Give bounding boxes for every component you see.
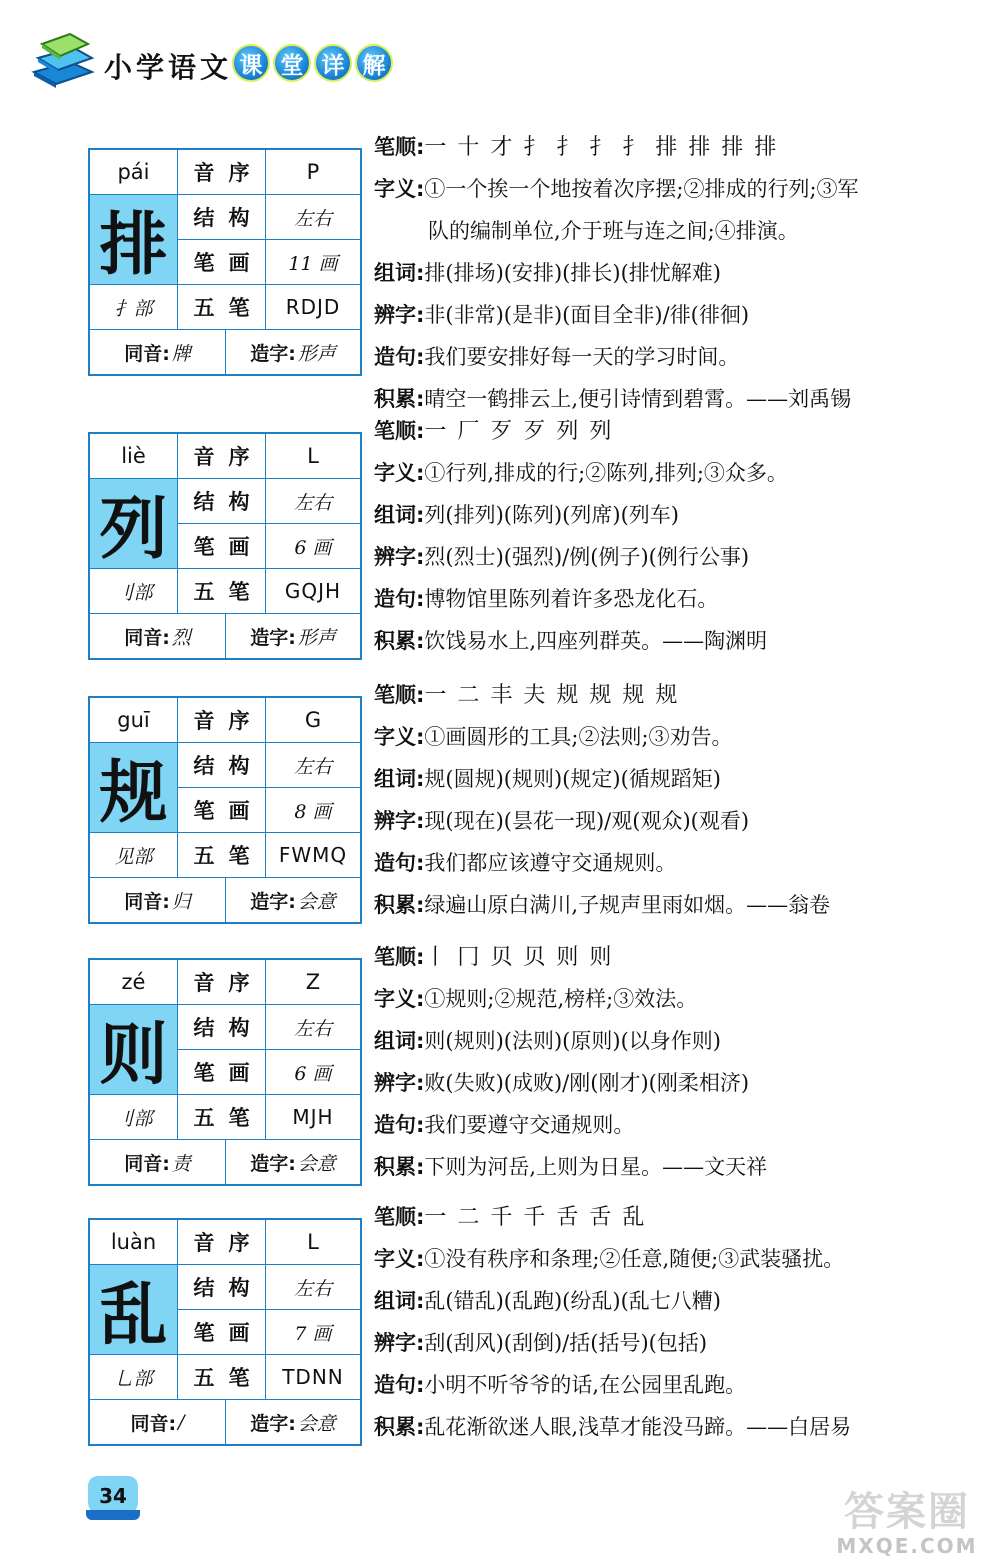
zaozi-cell <box>226 614 360 658</box>
example-sentence-label: 造句: <box>374 587 425 611</box>
meaning-label: 字义: <box>374 987 425 1011</box>
example-sentence-line <box>374 336 974 378</box>
value-tongyin: 牌 <box>171 342 191 365</box>
character-details <box>374 936 974 1188</box>
similar-characters-text: 非(非常)(是非)(面目全非)/徘(徘徊) <box>424 303 750 327</box>
value-tongyin: 烈 <box>171 626 191 649</box>
stroke-order-line <box>374 1196 974 1238</box>
value-bihua: 11 画 <box>266 240 360 285</box>
character-details <box>374 410 974 662</box>
value-bushou: 扌部 <box>90 285 178 330</box>
label-zaozi: 造字: <box>250 1412 296 1435</box>
main-character: 则 <box>90 1005 178 1095</box>
label-wubi: 五笔 <box>178 1095 266 1140</box>
value-bushou: 刂部 <box>90 1095 178 1140</box>
label-tongyin: 同音: <box>124 1152 170 1175</box>
label-yinxu: 音序 <box>178 150 266 195</box>
value-wubi: GQJH <box>266 569 360 614</box>
character-entry <box>0 1205 1000 1468</box>
label-bihua: 笔画 <box>178 524 266 569</box>
character-entry <box>0 135 1000 411</box>
pinyin: zé <box>90 960 178 1005</box>
watermark <box>822 1490 992 1560</box>
example-sentence-label: 造句: <box>374 1373 425 1397</box>
stroke-order-label: 笔顺: <box>374 683 425 707</box>
pinyin: guī <box>90 698 178 743</box>
watermark-url: MXQE.COM <box>836 1534 978 1558</box>
character-details <box>374 1196 974 1448</box>
example-sentence-text: 博物馆里陈列着许多恐龙化石。 <box>424 587 719 611</box>
value-zaozi: 会意 <box>297 1152 336 1175</box>
example-sentence-line <box>374 1104 974 1146</box>
character-entry <box>0 945 1000 1208</box>
tongyin-cell <box>90 1400 226 1444</box>
label-bihua: 笔画 <box>178 788 266 833</box>
similar-characters-line <box>374 800 974 842</box>
meaning-line <box>374 168 974 210</box>
poetry-quote-line <box>374 620 974 662</box>
value-bushou: 乚部 <box>90 1355 178 1400</box>
word-combinations-label: 组词: <box>374 1289 425 1313</box>
label-bihua: 笔画 <box>178 1050 266 1095</box>
meaning-label: 字义: <box>374 1247 425 1271</box>
stroke-order-label: 笔顺: <box>374 135 425 159</box>
value-bushou: 见部 <box>90 833 178 878</box>
value-tongyin: / <box>178 1411 185 1433</box>
value-yinxu: G <box>266 698 360 743</box>
similar-characters-text: 败(失败)(成败)/刚(刚才)(刚柔相济) <box>424 1071 750 1095</box>
word-combinations-text: 乱(错乱)(乱跑)(纷乱)(乱七八糟) <box>424 1289 721 1313</box>
meaning-text: ①规则;②规范,榜样;③效法。 <box>424 987 698 1011</box>
stroke-order-text: 一 十 才 扌 扌 扌 扌 排 排 排 排 <box>424 135 779 160</box>
zaozi-cell <box>226 1400 360 1444</box>
meaning-text: ①一个挨一个地按着次序摆;②排成的行列;③军 <box>424 177 859 201</box>
meaning-text: ①画圆形的工具;②法则;③劝告。 <box>424 725 733 749</box>
label-jiegou: 结构 <box>178 1265 266 1310</box>
label-tongyin: 同音: <box>130 1412 177 1435</box>
word-combinations-line <box>374 1020 974 1062</box>
tongyin-cell <box>90 878 226 922</box>
label-yinxu: 音序 <box>178 1220 266 1265</box>
pinyin: liè <box>90 434 178 479</box>
stroke-order-text: 一 二 千 千 舌 舌 乱 <box>424 1205 647 1230</box>
character-entry <box>0 683 1000 946</box>
label-yinxu: 音序 <box>178 698 266 743</box>
poetry-quote-label: 积累: <box>374 1155 425 1179</box>
stroke-order-text: 丨 冂 贝 贝 则 则 <box>424 945 614 970</box>
value-yinxu: L <box>266 1220 360 1265</box>
label-wubi: 五笔 <box>178 833 266 878</box>
poetry-quote-label: 积累: <box>374 387 425 411</box>
value-wubi: RDJD <box>266 285 360 330</box>
example-sentence-text: 我们要安排好每一天的学习时间。 <box>424 345 740 369</box>
series-title: 小学语文 <box>104 51 233 84</box>
character-details <box>374 674 974 926</box>
label-bihua: 笔画 <box>178 240 266 285</box>
value-jiegou: 左右 <box>266 1005 360 1050</box>
pinyin: luàn <box>90 1220 178 1265</box>
similar-characters-line <box>374 1062 974 1104</box>
value-tongyin: 归 <box>171 890 191 913</box>
value-bushou: 刂部 <box>90 569 178 614</box>
label-yinxu: 音序 <box>178 434 266 479</box>
poetry-quote-line <box>374 1146 974 1188</box>
word-combinations-text: 排(排场)(安排)(排长)(排忧解难) <box>424 261 721 285</box>
label-tongyin: 同音: <box>124 342 170 365</box>
word-combinations-label: 组词: <box>374 767 425 791</box>
similar-characters-label: 辨字: <box>374 1331 425 1355</box>
similar-characters-text: 现(现在)(昙花一现)/观(观众)(观看) <box>424 809 750 833</box>
character-card <box>88 1218 362 1446</box>
value-bihua: 7 画 <box>266 1310 360 1355</box>
meaning-continued-text: 队的编制单位,介于班与连之间;④排演。 <box>428 219 799 243</box>
value-jiegou: 左右 <box>266 1265 360 1310</box>
value-jiegou: 左右 <box>266 743 360 788</box>
label-zaozi: 造字: <box>250 890 296 913</box>
label-bihua: 笔画 <box>178 1310 266 1355</box>
meaning-line <box>374 978 974 1020</box>
example-sentence-label: 造句: <box>374 851 425 875</box>
label-jiegou: 结构 <box>178 479 266 524</box>
similar-characters-label: 辨字: <box>374 809 425 833</box>
word-combinations-label: 组词: <box>374 261 425 285</box>
word-combinations-text: 规(圆规)(规则)(规定)(循规蹈矩) <box>424 767 721 791</box>
stroke-order-line <box>374 674 974 716</box>
label-yinxu: 音序 <box>178 960 266 1005</box>
value-zaozi: 会意 <box>297 1412 336 1435</box>
meaning-label: 字义: <box>374 725 425 749</box>
example-sentence-line <box>374 1364 974 1406</box>
tongyin-cell <box>90 330 226 374</box>
character-details <box>374 126 974 420</box>
similar-characters-label: 辨字: <box>374 1071 425 1095</box>
word-combinations-line <box>374 758 974 800</box>
meaning-line <box>374 1238 974 1280</box>
similar-characters-line <box>374 536 974 578</box>
word-combinations-line <box>374 252 974 294</box>
stroke-order-text: 一 厂 歹 歹 列 列 <box>424 419 614 444</box>
page-number: 34 <box>88 1476 138 1516</box>
value-zaozi: 会意 <box>297 890 336 913</box>
meaning-label: 字义: <box>374 177 425 201</box>
poetry-quote-text: 饮饯易水上,四座列群英。——陶渊明 <box>424 629 768 653</box>
label-jiegou: 结构 <box>178 1005 266 1050</box>
main-character: 规 <box>90 743 178 833</box>
value-wubi: TDNN <box>266 1355 360 1400</box>
pinyin: pái <box>90 150 178 195</box>
watermark-logo: 答案圈 <box>844 1489 970 1535</box>
example-sentence-label: 造句: <box>374 1113 425 1137</box>
word-combinations-label: 组词: <box>374 1029 425 1053</box>
label-tongyin: 同音: <box>124 626 170 649</box>
poetry-quote-label: 积累: <box>374 893 425 917</box>
example-sentence-text: 小明不听爷爷的话,在公园里乱跑。 <box>424 1373 747 1397</box>
similar-characters-line <box>374 294 974 336</box>
tongyin-cell <box>90 614 226 658</box>
value-wubi: MJH <box>266 1095 360 1140</box>
stroke-order-line <box>374 126 974 168</box>
stroke-order-label: 笔顺: <box>374 419 425 443</box>
value-zaozi: 形声 <box>297 342 336 365</box>
character-card <box>88 432 362 660</box>
example-sentence-label: 造句: <box>374 345 425 369</box>
meaning-text: ①没有秩序和条理;②任意,随便;③武装骚扰。 <box>424 1247 845 1271</box>
value-zaozi: 形声 <box>297 626 336 649</box>
badge: 课 <box>232 44 270 82</box>
value-yinxu: L <box>266 434 360 479</box>
example-sentence-line <box>374 578 974 620</box>
value-jiegou: 左右 <box>266 195 360 240</box>
zaozi-cell <box>226 330 360 374</box>
label-tongyin: 同音: <box>124 890 170 913</box>
poetry-quote-line <box>374 884 974 926</box>
poetry-quote-text: 绿遍山原白满川,子规声里雨如烟。——翁卷 <box>424 893 831 917</box>
poetry-quote-text: 下则为河岳,上则为日星。——文天祥 <box>424 1155 768 1179</box>
zaozi-cell <box>226 1140 360 1184</box>
word-combinations-text: 列(排列)(陈列)(列席)(列车) <box>424 503 679 527</box>
character-card <box>88 696 362 924</box>
label-zaozi: 造字: <box>250 626 296 649</box>
meaning-line <box>374 716 974 758</box>
stroke-order-line <box>374 936 974 978</box>
meaning-continued-line <box>374 210 974 252</box>
main-character: 排 <box>90 195 178 285</box>
character-entry <box>0 419 1000 682</box>
example-sentence-line <box>374 842 974 884</box>
word-combinations-line <box>374 494 974 536</box>
similar-characters-text: 刮(刮风)(刮倒)/括(括号)(包括) <box>424 1331 708 1355</box>
meaning-label: 字义: <box>374 461 425 485</box>
similar-characters-text: 烈(烈士)(强烈)/例(例子)(例行公事) <box>424 545 750 569</box>
similar-characters-label: 辨字: <box>374 545 425 569</box>
value-yinxu: Z <box>266 960 360 1005</box>
badge: 详 <box>314 44 352 82</box>
main-character: 乱 <box>90 1265 178 1355</box>
similar-characters-label: 辨字: <box>374 303 425 327</box>
character-card <box>88 958 362 1186</box>
tongyin-cell <box>90 1140 226 1184</box>
similar-characters-line <box>374 1322 974 1364</box>
label-wubi: 五笔 <box>178 285 266 330</box>
example-sentence-text: 我们都应该遵守交通规则。 <box>424 851 677 875</box>
page-number-underline <box>86 1510 140 1520</box>
value-bihua: 6 画 <box>266 1050 360 1095</box>
meaning-line <box>374 452 974 494</box>
badge: 堂 <box>273 44 311 82</box>
stroke-order-label: 笔顺: <box>374 945 425 969</box>
poetry-quote-line <box>374 1406 974 1448</box>
section-badges <box>232 44 393 82</box>
badge: 解 <box>355 44 393 82</box>
word-combinations-text: 则(规则)(法则)(原则)(以身作则) <box>424 1029 721 1053</box>
stroke-order-line <box>374 410 974 452</box>
meaning-text: ①行列,排成的行;②陈列,排列;③众多。 <box>424 461 788 485</box>
stroke-order-label: 笔顺: <box>374 1205 425 1229</box>
zaozi-cell <box>226 878 360 922</box>
value-jiegou: 左右 <box>266 479 360 524</box>
word-combinations-line <box>374 1280 974 1322</box>
label-wubi: 五笔 <box>178 1355 266 1400</box>
poetry-quote-label: 积累: <box>374 1415 425 1439</box>
value-tongyin: 责 <box>171 1152 191 1175</box>
poetry-quote-text: 乱花渐欲迷人眼,浅草才能没马蹄。——白居易 <box>424 1415 852 1439</box>
page-header <box>0 0 1000 110</box>
value-bihua: 6 画 <box>266 524 360 569</box>
stroke-order-text: 一 二 丰 夫 规 规 规 规 <box>424 683 680 708</box>
value-bihua: 8 画 <box>266 788 360 833</box>
label-zaozi: 造字: <box>250 1152 296 1175</box>
poetry-quote-text: 晴空一鹤排云上,便引诗情到碧霄。——刘禹锡 <box>424 387 852 411</box>
main-character: 列 <box>90 479 178 569</box>
value-yinxu: P <box>266 150 360 195</box>
value-wubi: FWMQ <box>266 833 360 878</box>
label-jiegou: 结构 <box>178 195 266 240</box>
word-combinations-label: 组词: <box>374 503 425 527</box>
label-wubi: 五笔 <box>178 569 266 614</box>
books-stack-icon <box>30 28 96 90</box>
character-card <box>88 148 362 376</box>
poetry-quote-label: 积累: <box>374 629 425 653</box>
example-sentence-text: 我们要遵守交通规则。 <box>424 1113 635 1137</box>
label-jiegou: 结构 <box>178 743 266 788</box>
label-zaozi: 造字: <box>250 342 296 365</box>
